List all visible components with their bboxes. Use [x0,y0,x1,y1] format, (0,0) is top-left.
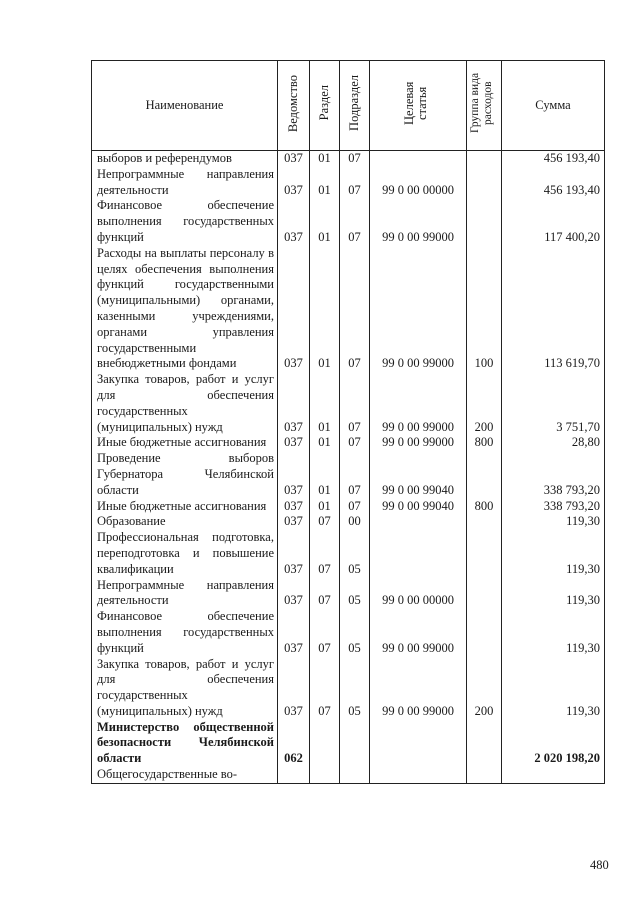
row-celevaya: 99 0 00 99000 [370,657,467,720]
table-row [92,499,605,515]
row-gruppa [467,767,502,783]
row-razdel [310,720,340,767]
row-vedomstvo: 037 [278,514,310,530]
row-gruppa: 200 [467,372,502,435]
header-podrazdel: Подраздел [340,61,370,151]
row-celevaya [370,514,467,530]
row-gruppa: 100 [467,246,502,372]
row-gruppa [467,530,502,577]
row-summa: 338 793,20 [502,499,605,515]
row-gruppa [467,609,502,656]
row-podrazdel: 07 [340,198,370,245]
row-summa [502,767,605,783]
row-razdel: 07 [310,514,340,530]
row-celevaya [370,720,467,767]
row-vedomstvo: 037 [278,435,310,451]
row-vedomstvo: 037 [278,578,310,610]
row-razdel: 01 [310,499,340,515]
row-celevaya: 99 0 00 99000 [370,435,467,451]
row-name: Финансовое обеспечение выполнения государственных функций [92,609,278,656]
row-podrazdel: 07 [340,246,370,372]
row-celevaya: 99 0 00 99000 [370,372,467,435]
row-vedomstvo: 037 [278,609,310,656]
row-podrazdel: 07 [340,435,370,451]
row-razdel: 07 [310,530,340,577]
header-razdel: Раздел [310,61,340,151]
header-name: Наименование [92,61,278,151]
row-celevaya [370,151,467,167]
table-header-row [92,61,605,151]
row-vedomstvo: 037 [278,530,310,577]
header-gruppa: Группа вида расходов [467,61,502,151]
row-summa: 119,30 [502,514,605,530]
row-podrazdel: 05 [340,578,370,610]
row-podrazdel: 05 [340,530,370,577]
row-name: Расходы на выплаты персоналу в целях обеспечения выполнения функций государственными (муниципальными) органами, казенными учреждениями, органами управления государственными внебюджетными фондами [92,246,278,372]
table-row [92,657,605,720]
table-row [92,167,605,199]
row-razdel: 01 [310,372,340,435]
row-name: Иные бюджетные ассигнования [92,499,278,515]
row-podrazdel: 00 [340,514,370,530]
header-celevaya: Целевая статья [370,61,467,151]
row-vedomstvo: 037 [278,198,310,245]
row-celevaya [370,767,467,783]
row-name: Закупка товаров, работ и услуг для обеспечения государственных (муниципальных) нужд [92,372,278,435]
table-row [92,372,605,435]
row-celevaya: 99 0 00 00000 [370,167,467,199]
table-row [92,451,605,498]
row-summa: 2 020 198,20 [502,720,605,767]
table-row [92,514,605,530]
page-number: 480 [590,858,609,872]
row-podrazdel: 07 [340,151,370,167]
row-celevaya: 99 0 00 99000 [370,609,467,656]
table-row [92,767,605,783]
row-name: выборов и референдумов [92,151,278,167]
table-row [92,609,605,656]
row-celevaya: 99 0 00 99040 [370,499,467,515]
row-summa: 3 751,70 [502,372,605,435]
table-row [92,151,605,167]
row-podrazdel [340,767,370,783]
row-podrazdel [340,720,370,767]
row-razdel: 01 [310,151,340,167]
row-razdel: 01 [310,198,340,245]
row-name: Финансовое обеспечение выполнения государственных функций [92,198,278,245]
row-celevaya: 99 0 00 00000 [370,578,467,610]
row-summa: 338 793,20 [502,451,605,498]
row-summa: 113 619,70 [502,246,605,372]
row-gruppa: 200 [467,657,502,720]
row-podrazdel: 05 [340,609,370,656]
row-vedomstvo: 037 [278,657,310,720]
row-name: Министерство общественной безопасности Челябинской области [92,720,278,767]
row-summa: 117 400,20 [502,198,605,245]
row-gruppa [467,451,502,498]
budget-table [91,60,605,784]
row-summa: 119,30 [502,657,605,720]
row-celevaya: 99 0 00 99040 [370,451,467,498]
row-summa: 119,30 [502,578,605,610]
row-celevaya: 99 0 00 99000 [370,198,467,245]
table-row [92,720,605,767]
row-gruppa [467,151,502,167]
row-vedomstvo: 037 [278,151,310,167]
row-podrazdel: 07 [340,167,370,199]
row-summa: 119,30 [502,530,605,577]
row-name: Проведение выборов Губернатора Челябинской области [92,451,278,498]
row-celevaya [370,530,467,577]
row-razdel: 07 [310,657,340,720]
table-row [92,198,605,245]
table-row [92,246,605,372]
row-podrazdel: 07 [340,499,370,515]
row-vedomstvo: 037 [278,372,310,435]
row-vedomstvo [278,767,310,783]
row-razdel: 01 [310,451,340,498]
row-gruppa [467,720,502,767]
row-summa: 456 193,40 [502,151,605,167]
table-row [92,578,605,610]
row-razdel: 07 [310,609,340,656]
row-razdel: 07 [310,578,340,610]
row-vedomstvo: 037 [278,167,310,199]
row-gruppa [467,198,502,245]
row-razdel: 01 [310,167,340,199]
row-name: Иные бюджетные ассигнования [92,435,278,451]
row-name: Профессиональная подготовка, переподготовка и повышение квалификации [92,530,278,577]
row-vedomstvo: 037 [278,246,310,372]
row-podrazdel: 07 [340,372,370,435]
header-vedomstvo: Ведомство [278,61,310,151]
row-vedomstvo: 037 [278,499,310,515]
row-razdel: 01 [310,246,340,372]
table-row [92,530,605,577]
row-gruppa [467,167,502,199]
row-name: Общегосударственные во- [92,767,278,783]
row-gruppa: 800 [467,499,502,515]
row-podrazdel: 05 [340,657,370,720]
table-row [92,435,605,451]
row-vedomstvo: 037 [278,451,310,498]
row-name: Непрограммные направления деятельности [92,167,278,199]
row-summa: 456 193,40 [502,167,605,199]
row-name: Закупка товаров, работ и услуг для обеспечения государственных (муниципальных) нужд [92,657,278,720]
row-summa: 28,80 [502,435,605,451]
row-gruppa: 800 [467,435,502,451]
header-summa: Сумма [502,61,605,151]
row-razdel [310,767,340,783]
row-name: Непрограммные направления деятельности [92,578,278,610]
table-body [92,151,605,784]
row-name: Образование [92,514,278,530]
row-vedomstvo: 062 [278,720,310,767]
row-gruppa [467,578,502,610]
row-celevaya: 99 0 00 99000 [370,246,467,372]
row-podrazdel: 07 [340,451,370,498]
row-razdel: 01 [310,435,340,451]
row-gruppa [467,514,502,530]
row-summa: 119,30 [502,609,605,656]
